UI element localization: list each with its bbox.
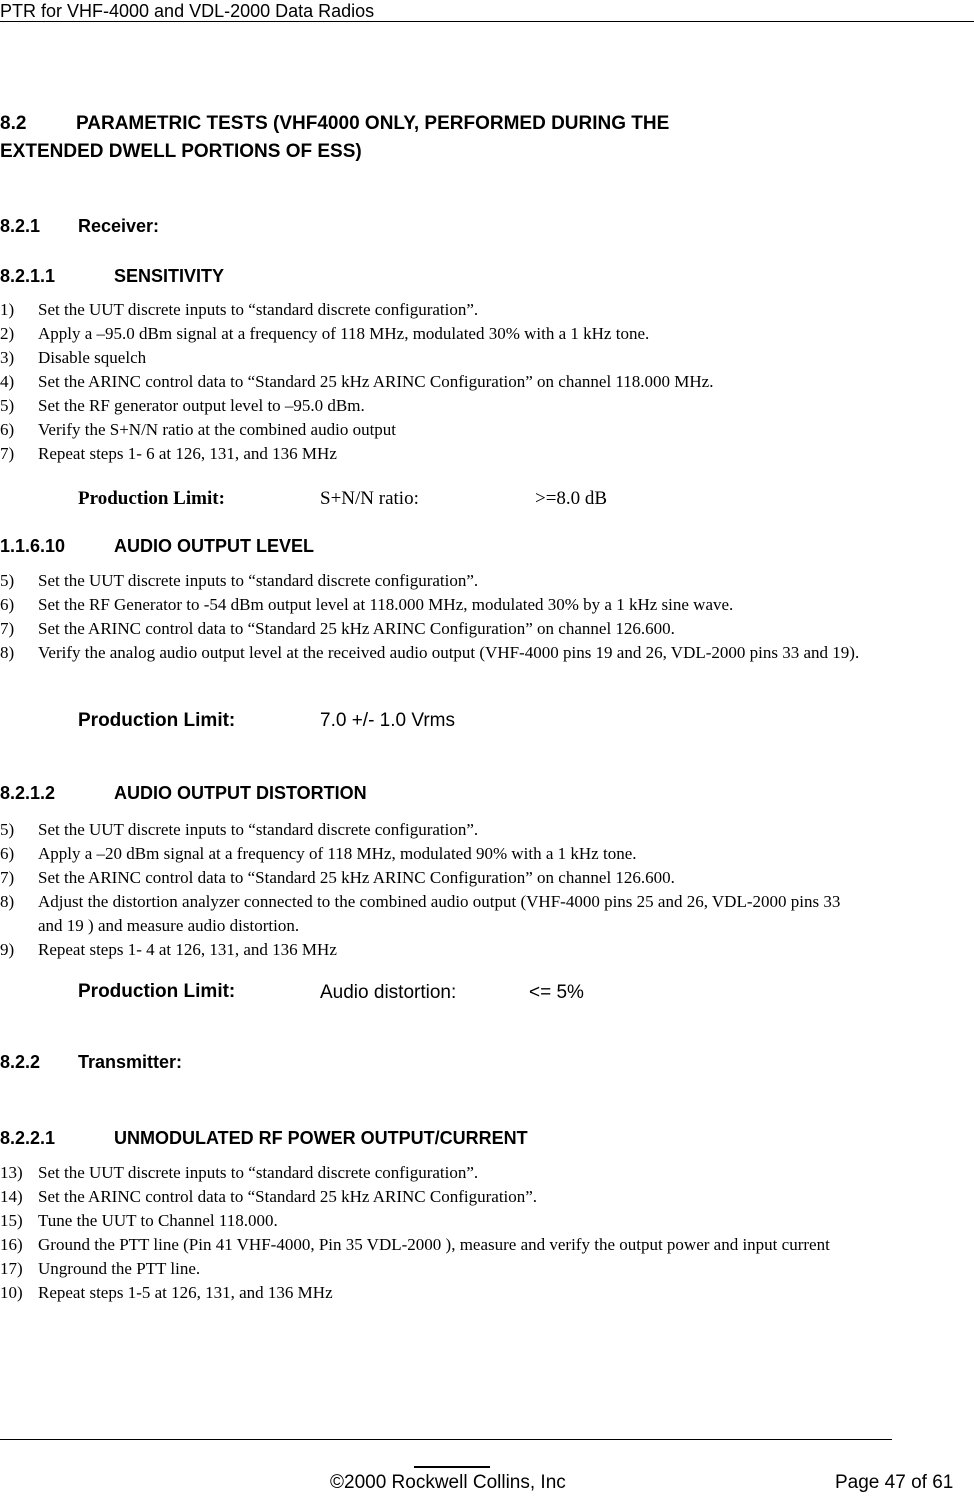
limit-value: >=8.0 dB	[535, 488, 608, 509]
section-title-line2: EXTENDED DWELL PORTIONS OF ESS)	[0, 141, 362, 162]
step-number: 7)	[0, 444, 15, 463]
rf-power-title: UNMODULATED RF POWER OUTPUT/CURRENT	[114, 1128, 528, 1148]
audio-level-steps	[0, 569, 898, 665]
step-text: Set the RF generator output level to –95.0 dBm.	[38, 396, 365, 415]
step-text: Set the ARINC control data to “Standard 25 kHz ARINC Configuration” on channel 118.000 MHz.	[38, 372, 714, 391]
list-item	[0, 818, 898, 842]
list-item	[0, 842, 898, 866]
step-text: Unground the PTT line.	[38, 1259, 201, 1278]
step-number: 9)	[0, 940, 15, 959]
limit-value: 7.0 +/- 1.0 Vrms	[320, 710, 455, 731]
step-number: 14)	[0, 1187, 23, 1206]
step-number: 3)	[0, 348, 15, 367]
production-limit-label: Production Limit:	[78, 488, 225, 509]
step-number: 5)	[0, 571, 15, 590]
step-number: 8)	[0, 892, 15, 911]
step-text: Apply a –20 dBm signal at a frequency of 118 MHz, modulated 90% with a 1 kHz tone.	[38, 844, 637, 863]
step-text: Set the UUT discrete inputs to “standard discrete configuration”.	[38, 1163, 479, 1182]
sensitivity-steps	[0, 298, 898, 466]
sensitivity-title: SENSITIVITY	[114, 266, 225, 286]
list-item	[0, 617, 898, 641]
production-limit-label: Production Limit:	[78, 981, 236, 1002]
step-number: 16)	[0, 1235, 23, 1254]
list-item	[0, 641, 860, 665]
section-number: 8.2	[0, 113, 27, 134]
step-text: Set the RF Generator to -54 dBm output level at 118.000 MHz, modulated 30% by a 1 kHz sine wave.	[38, 595, 734, 614]
step-text: Repeat steps 1-5 at 126, 131, and 136 MHz	[38, 1283, 333, 1302]
audio-level-title: AUDIO OUTPUT LEVEL	[114, 536, 315, 556]
step-text: Verify the analog audio output level at the received audio output (VHF-4000 pins 19 and 26, VDL-2000 pins 33 and 19).	[38, 643, 860, 662]
list-item	[0, 1209, 898, 1233]
list-item	[0, 1233, 908, 1257]
step-number: 7)	[0, 619, 15, 638]
step-number: 15)	[0, 1211, 23, 1230]
list-item	[0, 593, 898, 617]
list-item	[0, 1185, 898, 1209]
step-number: 6)	[0, 844, 15, 863]
step-text: Adjust the distortion analyzer connected to the combined audio output (VHF-4000 pins 25 and 26, VDL-2000 pins 33 and 19 ) and measure audio distortion.	[38, 892, 841, 935]
audio-distortion-title: AUDIO OUTPUT DISTORTION	[114, 783, 367, 803]
list-item	[0, 1161, 898, 1185]
step-text: Repeat steps 1- 6 at 126, 131, and 136 MHz	[38, 444, 337, 463]
receiver-title: Receiver:	[78, 216, 160, 236]
list-item	[0, 866, 898, 890]
step-text: Set the UUT discrete inputs to “standard discrete configuration”.	[38, 300, 479, 319]
step-number: 5)	[0, 820, 15, 839]
limit-parameter: S+N/N ratio:	[320, 488, 419, 509]
step-text: Repeat steps 1- 4 at 126, 131, and 136 MHz	[38, 940, 337, 959]
sensitivity-number: 8.2.1.1	[0, 266, 56, 286]
footer-rule	[0, 1439, 892, 1440]
list-item	[0, 1281, 898, 1305]
list-item	[0, 394, 898, 418]
running-header: PTR for VHF-4000 and VDL-2000 Data Radios	[0, 1, 375, 21]
step-text: Disable squelch	[38, 348, 147, 367]
step-text: Set the ARINC control data to “Standard 25 kHz ARINC Configuration”.	[38, 1187, 538, 1206]
rf-power-number: 8.2.2.1	[0, 1128, 56, 1148]
section-title-line1: PARAMETRIC TESTS (VHF4000 ONLY, PERFORMED DURING THE	[76, 113, 670, 134]
transmitter-number: 8.2.2	[0, 1052, 41, 1072]
list-item	[0, 346, 898, 370]
step-text: Tune the UUT to Channel 118.000.	[38, 1211, 278, 1230]
step-text: Set the ARINC control data to “Standard 25 kHz ARINC Configuration” on channel 126.600.	[38, 619, 675, 638]
step-number: 1)	[0, 300, 15, 319]
list-item	[0, 442, 898, 466]
step-text: Set the UUT discrete inputs to “standard discrete configuration”.	[38, 571, 479, 590]
step-number: 7)	[0, 868, 15, 887]
step-number: 5)	[0, 396, 15, 415]
audio-distortion-number: 8.2.1.2	[0, 783, 56, 803]
step-text: Set the UUT discrete inputs to “standard discrete configuration”.	[38, 820, 479, 839]
step-number: 8)	[0, 643, 15, 662]
limit-parameter: Audio distortion:	[320, 982, 457, 1003]
step-text: Apply a –95.0 dBm signal at a frequency of 118 MHz, modulated 30% with a 1 kHz tone.	[38, 324, 650, 343]
step-number: 4)	[0, 372, 15, 391]
copyright: ©2000 Rockwell Collins, Inc	[330, 1472, 566, 1493]
step-number: 2)	[0, 324, 15, 343]
list-item	[0, 938, 898, 962]
list-item	[0, 322, 898, 346]
step-text: Ground the PTT line (Pin 41 VHF-4000, Pin 35 VDL-2000 ), measure and verify the output power and input current	[38, 1235, 830, 1254]
list-item	[0, 370, 898, 394]
list-item	[0, 569, 898, 593]
list-item	[0, 418, 898, 442]
audio-distortion-steps	[0, 818, 898, 962]
limit-value: <= 5%	[529, 982, 584, 1003]
rf-power-steps	[0, 1161, 908, 1305]
list-item	[0, 890, 868, 938]
step-number: 17)	[0, 1259, 23, 1278]
receiver-number: 8.2.1	[0, 216, 41, 236]
step-text: Set the ARINC control data to “Standard 25 kHz ARINC Configuration” on channel 126.600.	[38, 868, 675, 887]
step-number: 10)	[0, 1283, 23, 1302]
footer-short-rule	[414, 1466, 490, 1468]
transmitter-title: Transmitter:	[78, 1052, 183, 1072]
list-item	[0, 298, 898, 322]
step-number: 6)	[0, 595, 15, 614]
page-number: Page 47 of 61	[835, 1472, 954, 1493]
step-number: 6)	[0, 420, 15, 439]
list-item	[0, 1257, 898, 1281]
audio-level-number: 1.1.6.10	[0, 536, 66, 556]
production-limit-label: Production Limit:	[78, 710, 236, 731]
step-number: 13)	[0, 1163, 23, 1182]
header-rule	[0, 21, 974, 22]
step-text: Verify the S+N/N ratio at the combined audio output	[38, 420, 397, 439]
